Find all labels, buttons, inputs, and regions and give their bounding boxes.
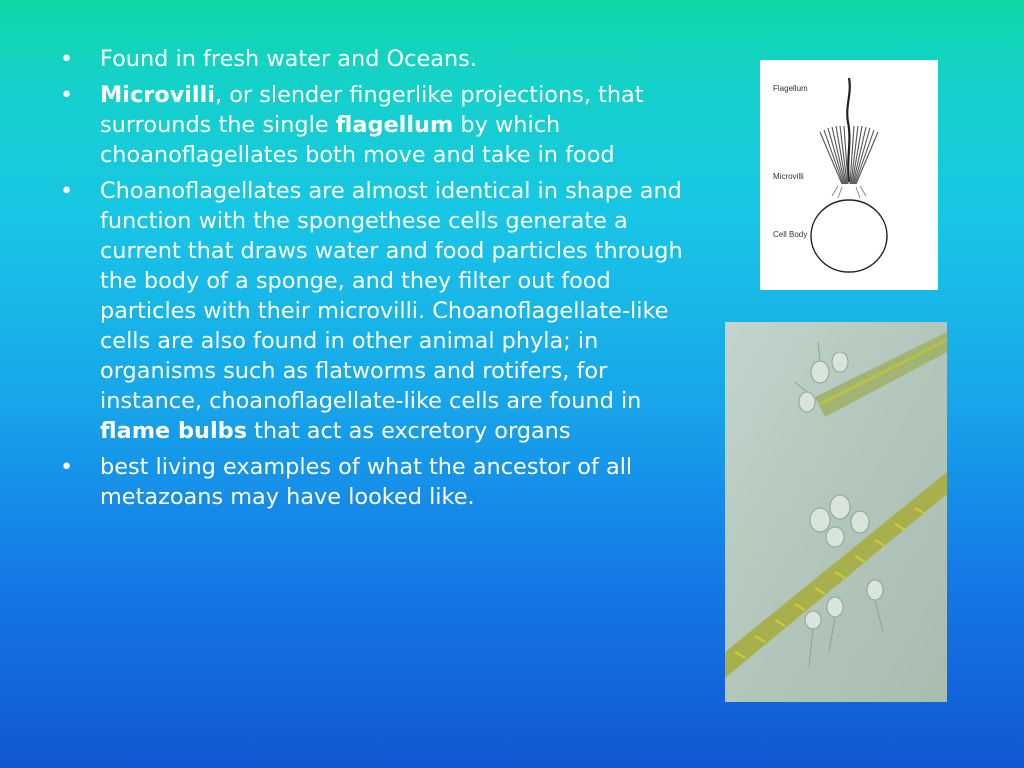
label-flagellum: Flagellum: [773, 84, 808, 93]
bullet-text: Found in fresh water and Oceans.: [100, 46, 477, 72]
bullet-text: Choanoflagellates are almost identical in shape and function with the spongethese cells generate a current that draws water and food particles through the body of a sponge, and they filter out food particles with their microvilli. Choanoflagellate-like cells are also found in other animal phyla; in organisms such as flatworms and rotifers, for instance, choanoflagellate-like cells are found in: [100, 178, 683, 414]
micrograph-photo: [725, 322, 947, 702]
bullet-text: , or slender fingerlike projections, that surrounds the single: [100, 82, 644, 138]
bullet-item: [60, 452, 690, 512]
bullet-bold-text: Microvilli: [100, 82, 215, 108]
micrograph-image: [725, 322, 947, 702]
choanoflagellate-diagram: [760, 60, 938, 290]
bullet-item: [60, 176, 690, 446]
bullet-dot-icon: •: [60, 178, 74, 204]
bullet-dot-icon: •: [60, 454, 74, 480]
bullet-text: by which choanoflagellates both move and take in food: [100, 112, 615, 168]
bullet-dot-icon: •: [60, 46, 74, 72]
bullet-list: [60, 44, 690, 518]
bullet-text: that act as excretory organs: [247, 418, 571, 444]
bullet-bold-text: flame bulbs: [100, 418, 248, 444]
bullet-dot-icon: •: [60, 82, 74, 108]
label-microvilli: Microvilli: [773, 172, 804, 181]
bullet-text: best living examples of what the ancestor of all metazoans may have looked like.: [100, 454, 633, 510]
bullet-item: [60, 80, 690, 170]
bullet-item: [60, 44, 690, 74]
label-cell-body: Cell Body: [773, 230, 808, 239]
bullet-bold-text: flagellum: [335, 112, 454, 138]
